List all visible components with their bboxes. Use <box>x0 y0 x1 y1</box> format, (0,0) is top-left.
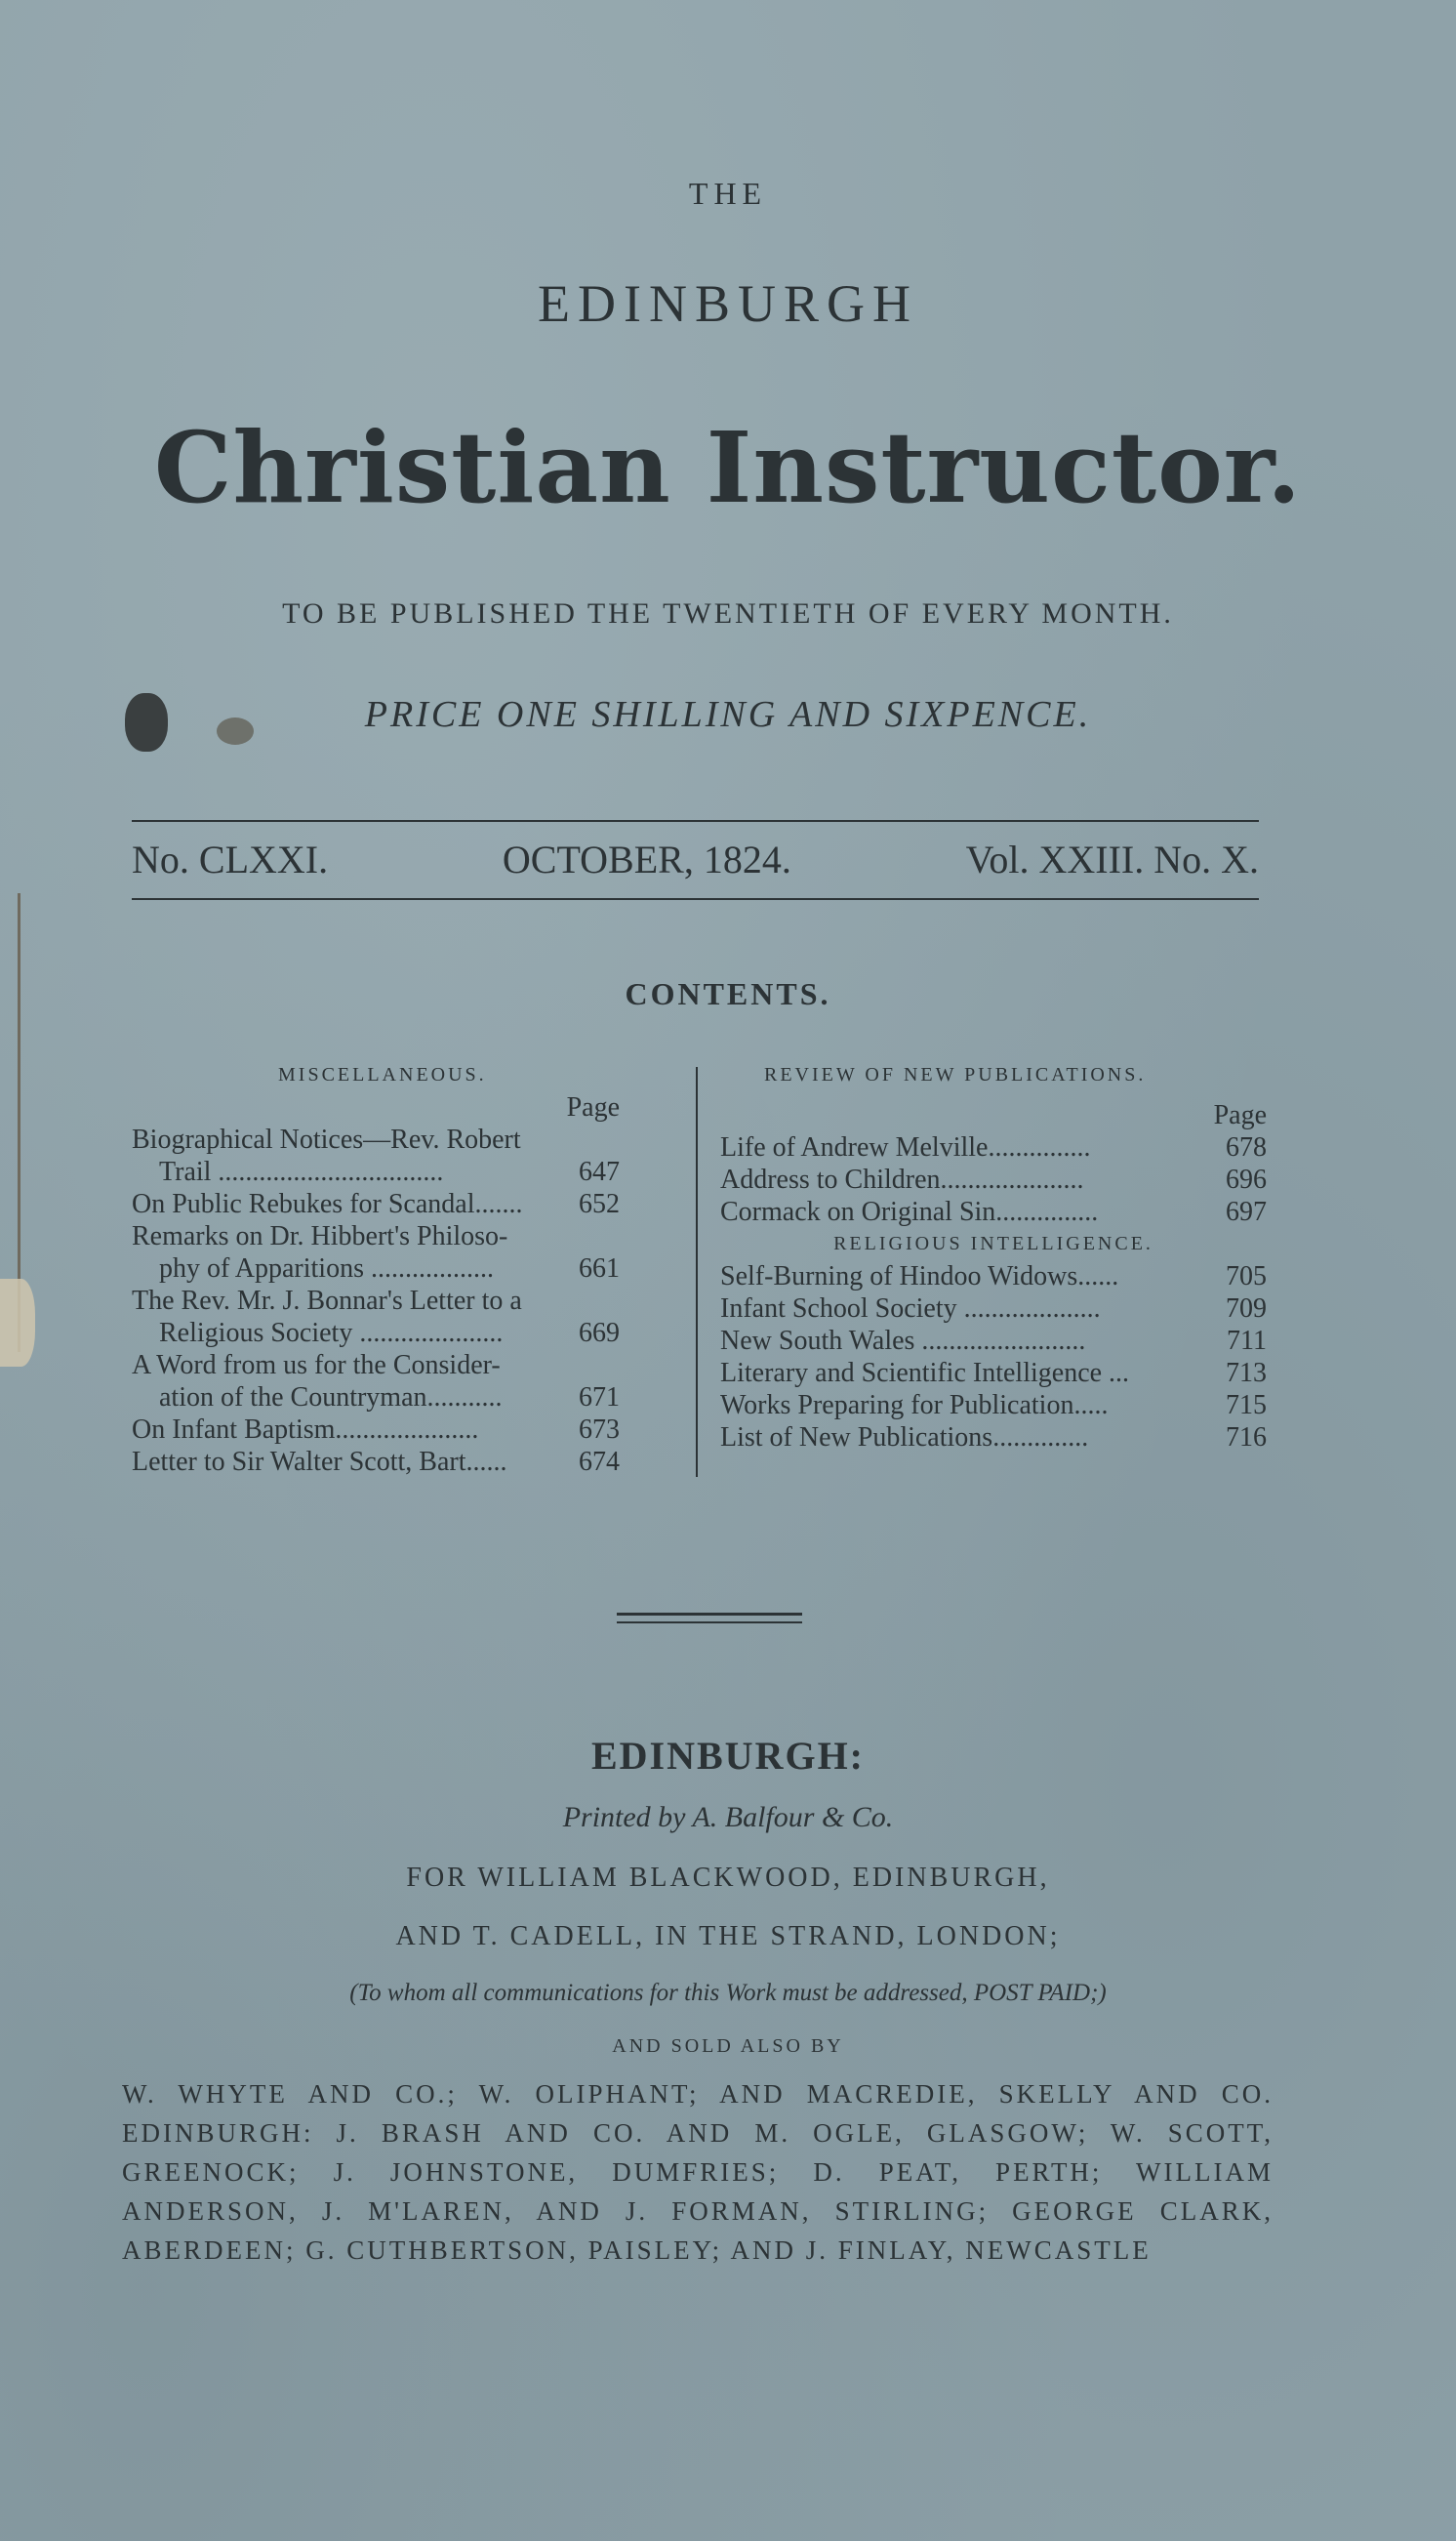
publisher-line: FOR WILLIAM BLACKWOOD, EDINBURGH, <box>406 1863 1050 1893</box>
communications-note: (To whom all communications for this Work must be addressed, POST PAID;) <box>349 1980 1107 2006</box>
entry-page: 716 <box>1226 1422 1267 1453</box>
publication-title: Christian Instructor. <box>153 410 1303 525</box>
entry-title: Cormack on Original Sin............... <box>720 1197 1099 1227</box>
entry-page: 697 <box>1226 1197 1267 1227</box>
contents-entry <box>132 1446 620 1478</box>
entry-page: 669 <box>579 1318 620 1348</box>
contents-entry <box>132 1220 620 1252</box>
publication-schedule: TO BE PUBLISHED THE TWENTIETH OF EVERY MONTH. <box>282 597 1174 630</box>
contents-entry <box>132 1414 620 1446</box>
entry-title: The Rev. Mr. J. Bonnar's Letter to a <box>132 1286 522 1316</box>
entry-page <box>569 1124 620 1156</box>
contents-entry <box>132 1252 620 1285</box>
entry-title: On Infant Baptism..................... <box>132 1414 479 1445</box>
bottom-rule <box>132 898 1259 900</box>
entry-page: 696 <box>1226 1165 1267 1195</box>
contents-entry <box>720 1260 1267 1292</box>
section-heading: MISCELLANEOUS. <box>278 1064 487 1086</box>
contents-entry <box>720 1164 1267 1196</box>
entry-title: Address to Children..................... <box>720 1165 1084 1195</box>
entry-title: Works Preparing for Publication..... <box>720 1390 1109 1420</box>
issue-number: No. CLXXI. <box>132 837 329 881</box>
entry-page: 661 <box>579 1253 620 1284</box>
contents-entry <box>132 1317 620 1349</box>
entry-page: 647 <box>579 1157 620 1187</box>
entry-title: Life of Andrew Melville............... <box>720 1132 1091 1163</box>
entry-title: Infant School Society .................... <box>720 1293 1101 1324</box>
section-heading: RELIGIOUS INTELLIGENCE. <box>833 1233 1153 1254</box>
entry-page: 671 <box>579 1382 620 1413</box>
right-entries-2 <box>720 1260 1267 1454</box>
top-rule <box>132 820 1259 822</box>
entry-page: 705 <box>1226 1261 1267 1291</box>
entry-title: Letter to Sir Walter Scott, Bart...... <box>132 1447 507 1477</box>
contents-heading: CONTENTS. <box>625 976 831 1011</box>
right-entries <box>720 1131 1267 1228</box>
entry-page: 678 <box>1226 1132 1267 1163</box>
column-divider <box>696 1067 698 1477</box>
contents-entry <box>132 1381 620 1414</box>
imprint-city: EDINBURGH: <box>590 1734 866 1778</box>
entry-title: Literary and Scientific Intelligence ... <box>720 1358 1130 1388</box>
ornament-rule <box>617 1621 802 1623</box>
issue-date: OCTOBER, 1824. <box>502 837 791 881</box>
page-label: Page <box>566 1092 620 1123</box>
entry-title: phy of Apparitions .................. <box>159 1253 494 1284</box>
entry-title: A Word from us for the Consider- <box>132 1350 501 1380</box>
entry-title: ation of the Countryman........... <box>159 1382 503 1413</box>
publisher-line-2: AND T. CADELL, IN THE STRAND, LONDON; <box>395 1921 1061 1951</box>
contents-entry <box>132 1124 620 1156</box>
entry-page: 713 <box>1226 1358 1267 1388</box>
entry-title: Remarks on Dr. Hibbert's Philoso- <box>132 1221 508 1251</box>
price-line: PRICE ONE SHILLING AND SIXPENCE. <box>364 694 1092 735</box>
page-label: Page <box>1213 1100 1267 1130</box>
contents-entry <box>720 1196 1267 1228</box>
contents-left-column <box>132 1059 620 1478</box>
entry-title: Self-Burning of Hindoo Widows...... <box>720 1261 1119 1291</box>
entry-title: Biographical Notices—Rev. Robert <box>132 1125 521 1155</box>
entry-title: Trail ................................. <box>159 1157 444 1187</box>
entry-page <box>569 1285 620 1317</box>
title-edinburgh: EDINBURGH <box>538 274 918 333</box>
entry-page <box>569 1349 620 1381</box>
entry-title: Religious Society ..................... <box>159 1318 504 1348</box>
entry-page: 674 <box>579 1447 620 1477</box>
contents-entry <box>132 1285 620 1317</box>
entry-title: New South Wales ........................ <box>720 1326 1086 1356</box>
entry-page <box>569 1220 620 1252</box>
entry-page: 709 <box>1226 1293 1267 1324</box>
contents-entry <box>720 1131 1267 1164</box>
contents-entry <box>132 1156 620 1188</box>
contents-right-column <box>720 1059 1267 1454</box>
entry-page: 711 <box>1227 1326 1267 1356</box>
contents-entry <box>132 1349 620 1381</box>
entry-title: List of New Publications.............. <box>720 1422 1089 1453</box>
left-entries <box>132 1124 620 1478</box>
contents-entry <box>720 1292 1267 1325</box>
paper-tear <box>0 1279 35 1367</box>
entry-title: On Public Rebukes for Scandal....... <box>132 1189 523 1219</box>
entry-page: 652 <box>579 1189 620 1219</box>
entry-page: 673 <box>579 1414 620 1445</box>
printer-line: Printed by A. Balfour & Co. <box>562 1801 894 1833</box>
title-the: THE <box>688 176 768 211</box>
issue-info <box>132 830 1259 888</box>
contents-entry <box>720 1357 1267 1389</box>
contents-entry <box>720 1325 1267 1357</box>
issue-volume: Vol. XXIII. No. X. <box>965 837 1259 881</box>
contents-entry <box>132 1188 620 1220</box>
contents-entry <box>720 1389 1267 1421</box>
contents-entry <box>720 1421 1267 1454</box>
sellers-list: W. WHYTE AND CO.; W. OLIPHANT; AND MACREDIE, SKELLY AND CO. EDINBURGH: J. BRASH AND CO. AND M. OGLE, GLASGOW; W. SCOTT, GREENOCK; J. JOHNSTONE, DUMFRIES; D. PEAT, PERTH; WILLIAM ANDERSON, J. M'LAREN, AND J. FORMAN, STIRLING; GEORGE CLARK, ABERDEEN; G. CUTHBERTSON, PAISLEY; AND J. FINLAY, NEWCASTLE <box>122 2079 1274 2265</box>
ornament-rule <box>617 1613 802 1616</box>
entry-page: 715 <box>1226 1390 1267 1420</box>
sold-also-heading: AND SOLD ALSO BY <box>612 2035 844 2057</box>
section-heading: REVIEW OF NEW PUBLICATIONS. <box>764 1064 1147 1086</box>
